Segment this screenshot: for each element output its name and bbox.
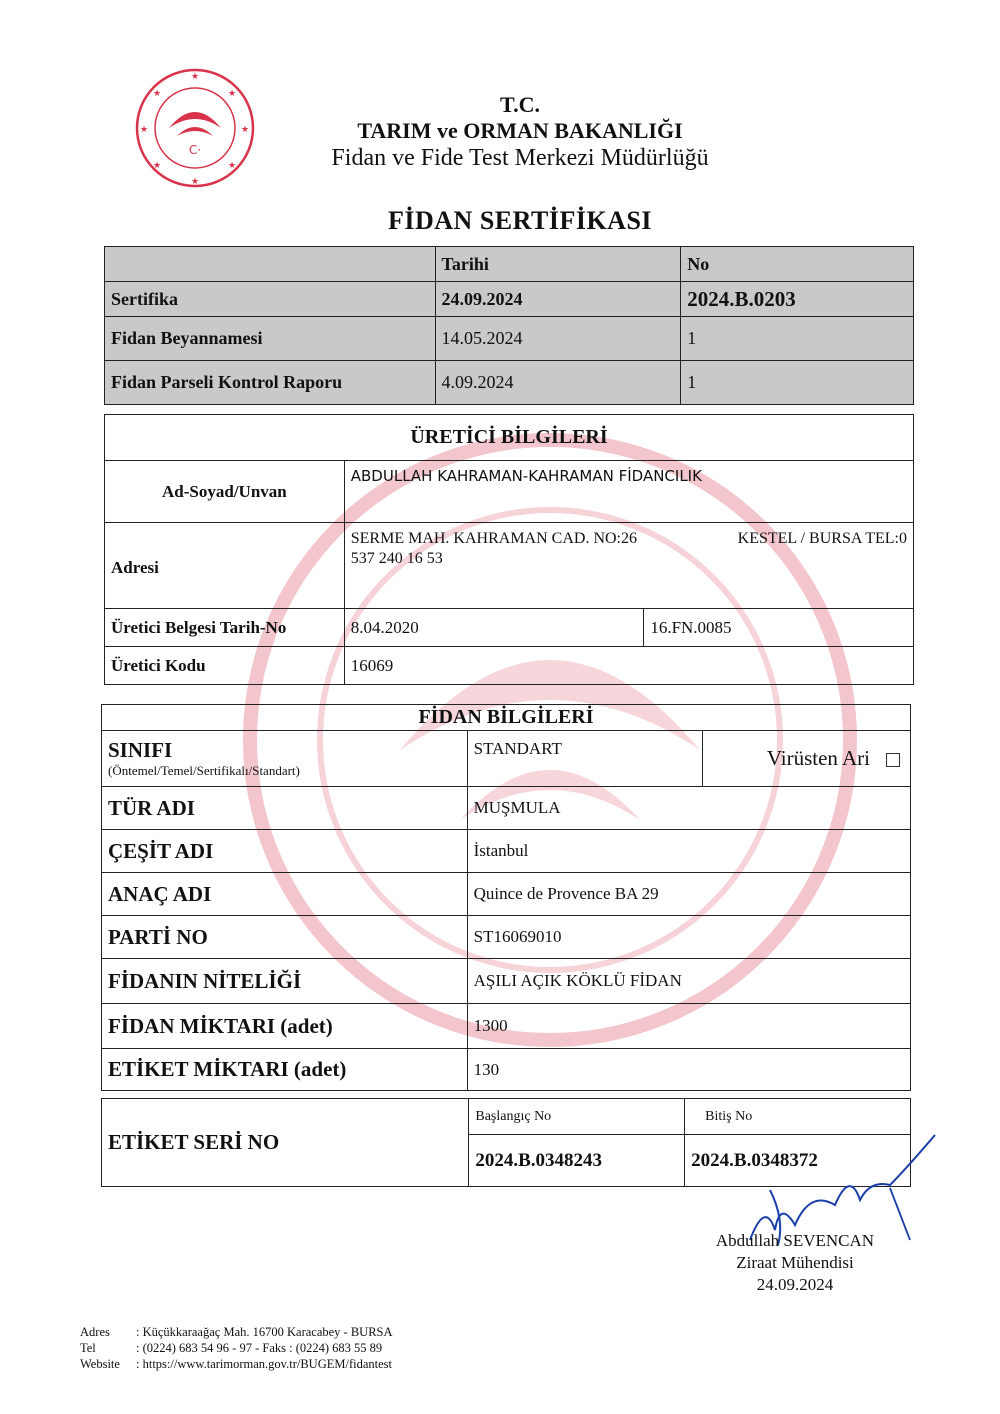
certificate-table [104, 246, 914, 405]
row-value: İstanbul [467, 830, 910, 873]
svg-text:★: ★ [140, 125, 149, 135]
footer-address-key: Adres [80, 1325, 110, 1339]
end-label: Bitiş No [685, 1099, 911, 1135]
row-value: AŞILI AÇIK KÖKLÜ FİDAN [467, 959, 910, 1004]
declaration-date: 14.05.2024 [435, 317, 681, 361]
col-date: Tarihi [435, 247, 681, 282]
name-label: Ad-Soyad/Unvan [105, 461, 345, 523]
code-label: Üretici Kodu [105, 647, 345, 685]
signer-name: Abdullah SEVENCAN [715, 1231, 875, 1250]
address-city: KESTEL / BURSA TEL:0 [737, 530, 907, 547]
end-value: 2024.B.0348372 [685, 1135, 911, 1187]
certificate-date: 24.09.2024 [435, 282, 681, 317]
row-label: ANAÇ ADI [102, 873, 468, 916]
ministry-name: TARIM ve ORMAN BAKANLIĞI [357, 118, 683, 143]
name-value: ABDULLAH KAHRAMAN-KAHRAMAN FİDANCILIK [344, 461, 913, 523]
virus-free-checkbox[interactable] [886, 753, 900, 767]
footer-tel: : (0224) 683 54 96 - 97 - Faks : (0224) 683 55 89 [136, 1341, 383, 1355]
header-line1: T.C. [500, 92, 540, 117]
row-value: Quince de Provence BA 29 [467, 873, 910, 916]
cert-no: 16.FN.0085 [644, 609, 914, 647]
footer-address: : Küçükkaraağaç Mah. 16700 Karacabey - BURSA [136, 1325, 393, 1339]
svg-text:★: ★ [228, 89, 237, 99]
code-value: 16069 [344, 647, 913, 685]
address-line1: SERME MAH. KAHRAMAN CAD. NO:26 [350, 530, 637, 547]
class-label: SINIFI [108, 738, 173, 762]
row-value: 130 [467, 1049, 910, 1091]
row-value: ST16069010 [467, 916, 910, 959]
producer-table [104, 414, 914, 685]
footer-tel-key: Tel [80, 1341, 96, 1355]
certificate-no: 2024.B.0203 [681, 282, 914, 317]
row-label: ETİKET MİKTARI (adet) [102, 1049, 468, 1091]
table-row [105, 282, 914, 317]
start-value: 2024.B.0348243 [469, 1135, 685, 1187]
table-row [105, 317, 914, 361]
address-value [344, 523, 913, 609]
row-label: Fidan Parseli Kontrol Raporu [105, 361, 436, 405]
producer-section-title: ÜRETİCİ BİLGİLERİ [105, 415, 914, 461]
cert-date: 8.04.2020 [344, 609, 644, 647]
address-label: Adresi [105, 523, 345, 609]
header [300, 92, 740, 172]
row-value: MUŞMULA [467, 787, 910, 830]
serial-label: ETİKET SERİ NO [102, 1099, 469, 1187]
virus-free-label: Virüsten Ari [766, 746, 870, 770]
svg-text:★: ★ [191, 72, 200, 82]
report-no: 1 [681, 361, 914, 405]
class-sub: (Öntemel/Temel/Sertifikalı/Standart) [108, 763, 300, 778]
class-value: STANDART [467, 731, 703, 787]
row-label: ÇEŞİT ADI [102, 830, 468, 873]
svg-text:C·: C· [188, 143, 202, 157]
row-label: TÜR ADI [102, 787, 468, 830]
address-line2: 537 240 16 53 [350, 550, 443, 567]
virus-free-cell [703, 731, 911, 787]
cert-label: Üretici Belgesi Tarih-No [105, 609, 345, 647]
col-no: No [681, 247, 914, 282]
row-label: FİDAN MİKTARI (adet) [102, 1004, 468, 1049]
footer-web-key: Website [80, 1357, 120, 1371]
svg-text:★: ★ [241, 125, 250, 135]
svg-text:★: ★ [153, 161, 162, 171]
footer-website-link[interactable]: : https://www.tarimorman.gov.tr/BUGEM/fidantest [136, 1357, 392, 1371]
row-label: PARTİ NO [102, 916, 468, 959]
report-date: 4.09.2024 [435, 361, 681, 405]
class-cell [102, 731, 468, 787]
signature-date: 24.09.2024 [756, 1275, 834, 1294]
ministry-seal [133, 66, 257, 190]
footer [80, 1324, 393, 1372]
start-label: Başlangıç No [469, 1099, 685, 1135]
svg-text:★: ★ [228, 161, 237, 171]
svg-text:★: ★ [153, 89, 162, 99]
svg-text:★: ★ [191, 177, 200, 187]
sapling-table [101, 704, 911, 1091]
row-label: Fidan Beyannamesi [105, 317, 436, 361]
document-title: FİDAN SERTİFİKASI [387, 206, 653, 235]
signature-block [690, 1230, 900, 1296]
directorate-name: Fidan ve Fide Test Merkezi Müdürlüğü [331, 145, 709, 171]
certificate-header-row [105, 247, 914, 282]
sapling-section-title: FİDAN BİLGİLERİ [102, 705, 911, 731]
row-label: FİDANIN NİTELİĞİ [102, 959, 468, 1004]
signer-title: Ziraat Mühendisi [736, 1253, 854, 1272]
declaration-no: 1 [681, 317, 914, 361]
row-value: 1300 [467, 1004, 910, 1049]
table-row [105, 361, 914, 405]
row-label: Sertifika [105, 282, 436, 317]
